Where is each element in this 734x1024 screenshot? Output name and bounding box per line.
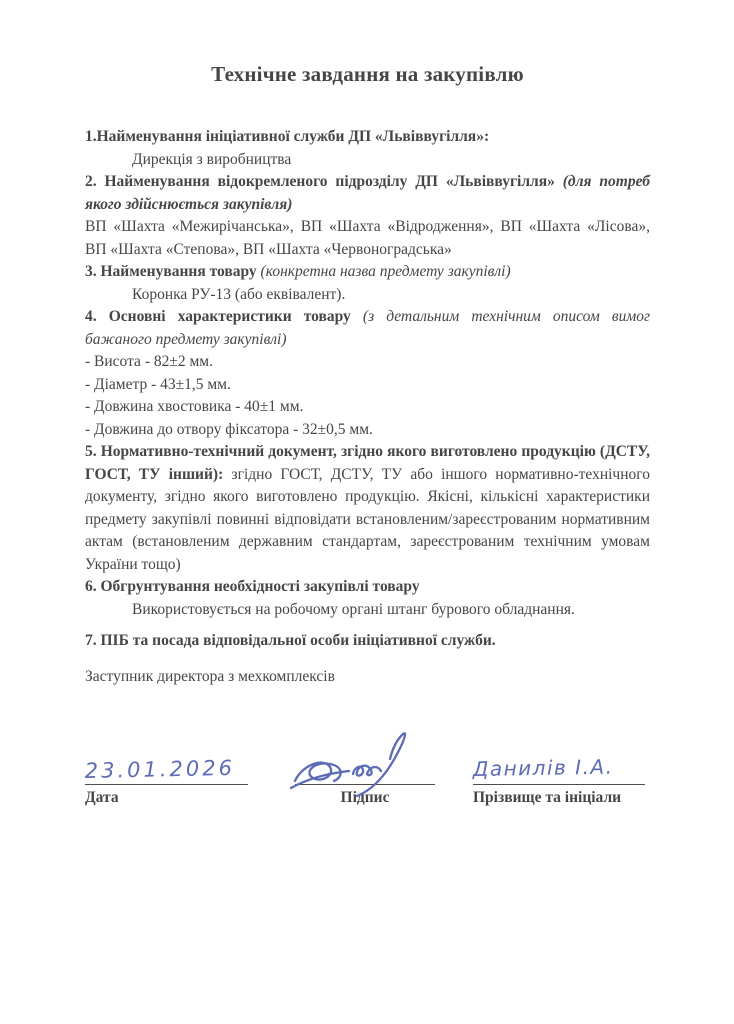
handwritten-date: 23.01.2026 [84,755,236,784]
signature-block [85,745,650,808]
section-6-body: Використовується на робочому органі штанг бурового обладнання. [132,600,575,618]
section-2-body: ВП «Шахта «Межирічанська», ВП «Шахта «Відродження», ВП «Шахта «Лісова», ВП «Шахта «Степова», ВП «Шахта «Червоноградська» [85,218,650,258]
section-1-body: Дирекція з виробництва [132,150,292,168]
name-field [473,745,645,808]
section-2-heading-italic: (для потреб якого здійснюється закупівля) [85,173,650,213]
section-5-body: згідно ГОСТ, ДСТУ, ТУ або іншого нормативно-технічного документу, згідно якого виготовлено продукцію. Якісні, кількісні характеристики предмету закупівлі повинні відповідати встановленим/зареєстрованим нормативним актам (встановленим державним стандартам, зареєстрованим технічним умовам України тощо) [85,465,650,573]
document-title: Технічне завдання на закупівлю [211,62,524,86]
section-2-heading-bold: 2. Найменування відокремленого підрозділу ДП «Львіввугілля» [85,173,555,190]
signature-line [295,745,435,785]
section-4-heading [85,306,650,351]
date-line [85,745,248,785]
spec-item-fixator-hole-length: - Довжина до отвору фіксатора - 32±0,5 мм. [85,420,373,438]
spec-item-height: - Висота - 82±2 мм. [85,353,213,370]
section-2-heading [85,171,650,216]
spec-item-shank-length: - Довжина хвостовика - 40±1 мм. [85,398,304,415]
signatory-position: Заступник директора з мехкомплексів [85,667,335,685]
section-7-heading: 7. ПІБ та посада відповідальної особи ініціативної служби. [85,632,496,649]
section-4-heading-bold: 4. Основні характеристики товару [85,308,351,325]
section-3-body: Коронка РУ-13 (або еквівалент). [132,285,346,303]
section-1-heading: 1.Найменування ініціативної служби ДП «Львіввугілля»: [85,128,490,145]
section-4-heading-italic: (з детальним технічним описом вимог бажаного предмету закупівлі) [85,308,651,348]
date-field [85,745,248,808]
signature-label: Підпис [340,789,390,806]
name-line [473,745,645,785]
section-6-heading: 6. Обгрунтування необхідності закупівлі товару [85,578,420,595]
handwritten-name: Данилів І.А. [472,754,614,782]
section-5-paragraph [85,441,650,576]
name-label: Прізвище та ініціали [473,789,622,806]
section-3-heading [85,261,650,284]
signature-field [295,745,435,808]
section-3-heading-bold: 3. Найменування товару [85,263,257,280]
section-3-heading-italic: (конкретна назва предмету закупівлі) [260,263,511,280]
date-label: Дата [85,789,119,806]
spec-item-diameter: - Діаметр - 43±1,5 мм. [85,375,231,393]
section-5-heading-bold: 5. Нормативно-технічний документ, згідно якого виготовлено продукцію (ДСТУ, ГОСТ, ТУ інший): [85,443,650,483]
